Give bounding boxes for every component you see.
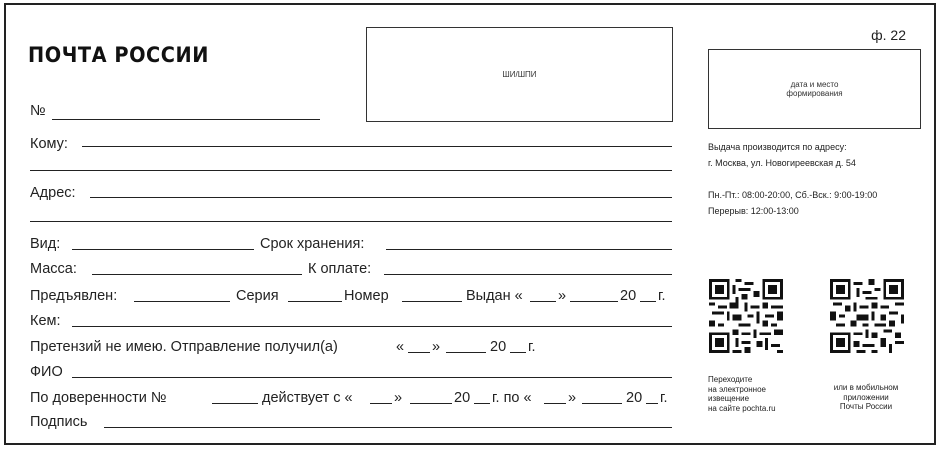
barcode-box	[366, 27, 673, 122]
issued-day-line[interactable]	[530, 301, 556, 302]
proxy-number-line[interactable]	[212, 403, 258, 404]
number-doc-label: Номер	[344, 288, 389, 304]
claim-year-line[interactable]	[510, 352, 526, 353]
to-label: Кому:	[30, 136, 68, 152]
storage-line[interactable]	[386, 249, 672, 250]
proxy-label: По доверенности №	[30, 390, 167, 406]
valid-from-close: »	[394, 390, 403, 406]
form-number: ф. 22	[871, 27, 906, 43]
address-line-2[interactable]	[30, 221, 672, 222]
valid-to-year-prefix: 20	[626, 390, 643, 406]
weight-label: Масса:	[30, 261, 77, 277]
series-line[interactable]	[288, 301, 342, 302]
payment-line[interactable]	[384, 274, 672, 275]
notice-card	[4, 3, 936, 445]
presented-label: Предъявлен:	[30, 288, 118, 304]
storage-label: Срок хранения:	[260, 236, 365, 252]
kind-line[interactable]	[72, 249, 254, 250]
issued-close: »	[558, 288, 567, 304]
issued-year-prefix: 20	[620, 288, 637, 304]
to-line-2[interactable]	[30, 170, 672, 171]
qr-caption-site-line-3: извещение	[708, 394, 750, 403]
to-line[interactable]	[82, 146, 672, 147]
issued-label: Выдан «	[466, 288, 523, 304]
claim-close-quote: »	[432, 339, 441, 355]
number-label: №	[30, 103, 46, 119]
russian-post-logo: ПОЧТА РОССИИ	[28, 43, 209, 67]
qr-caption-app-line-2: приложении	[843, 392, 889, 402]
valid-to-month-line[interactable]	[582, 403, 622, 404]
qr-code-app-icon[interactable]	[830, 279, 904, 353]
claim-year-prefix: 20	[490, 339, 507, 355]
payment-label: К оплате:	[308, 261, 372, 277]
fio-line[interactable]	[72, 377, 672, 378]
qr-caption-site-line-4: на сайте pochta.ru	[708, 403, 776, 413]
date-box-line-1: дата и место	[790, 80, 839, 89]
claim-text: Претензий не имею. Отправление получил(а)	[30, 339, 338, 355]
valid-from-label: действует с «	[262, 390, 353, 406]
by-whom-label: Кем:	[30, 313, 61, 329]
info-hours: Пн.-Пт.: 08:00-20:00, Сб.-Вск.: 9:00-19:00	[708, 190, 878, 200]
qr-code-site-icon[interactable]	[709, 279, 783, 353]
info-break: Перерыв: 12:00-13:00	[708, 206, 799, 216]
date-box-line-2: формирования	[786, 89, 843, 98]
number-doc-line[interactable]	[402, 301, 462, 302]
claim-day-line[interactable]	[408, 352, 430, 353]
qr-caption-site-line-2: на электронное	[708, 384, 766, 394]
address-line[interactable]	[90, 197, 672, 198]
qr-caption-app-line-1: или в мобильном	[833, 383, 899, 392]
barcode-box-label: ШИ/ШПИ	[502, 70, 537, 79]
qr-caption-app-line-3: Почты России	[839, 402, 893, 411]
presented-line[interactable]	[134, 301, 230, 302]
number-line[interactable]	[52, 119, 320, 120]
issued-month-line[interactable]	[570, 301, 618, 302]
issued-year-suffix: г.	[658, 288, 666, 304]
valid-from-day-line[interactable]	[370, 403, 392, 404]
valid-to-day-line[interactable]	[544, 403, 566, 404]
valid-to-year-line[interactable]	[646, 403, 658, 404]
valid-from-year-prefix: 20	[454, 390, 471, 406]
info-address: г. Москва, ул. Новогиреевская д. 54	[708, 158, 856, 168]
valid-to-year-suffix: г.	[660, 390, 668, 406]
claim-open-quote: «	[396, 339, 405, 355]
signature-line[interactable]	[104, 427, 672, 428]
valid-from-month-line[interactable]	[410, 403, 452, 404]
address-label: Адрес:	[30, 185, 76, 201]
date-place-box	[708, 49, 921, 129]
claim-year-suffix: г.	[528, 339, 536, 355]
weight-line[interactable]	[92, 274, 302, 275]
by-whom-line[interactable]	[72, 326, 672, 327]
valid-from-year-line[interactable]	[474, 403, 490, 404]
fio-label: ФИО	[30, 364, 63, 380]
qr-caption-site	[708, 375, 776, 413]
qr-caption-site-line-1: Переходите	[708, 375, 753, 384]
valid-to-close: »	[568, 390, 577, 406]
signature-label: Подпись	[30, 414, 88, 430]
series-label: Серия	[236, 288, 279, 304]
qr-caption-app	[806, 383, 926, 412]
claim-month-line[interactable]	[446, 352, 486, 353]
issued-year-line[interactable]	[640, 301, 656, 302]
valid-to-label: г. по «	[492, 390, 532, 406]
info-address-heading: Выдача производится по адресу:	[708, 142, 847, 152]
kind-label: Вид:	[30, 236, 61, 252]
